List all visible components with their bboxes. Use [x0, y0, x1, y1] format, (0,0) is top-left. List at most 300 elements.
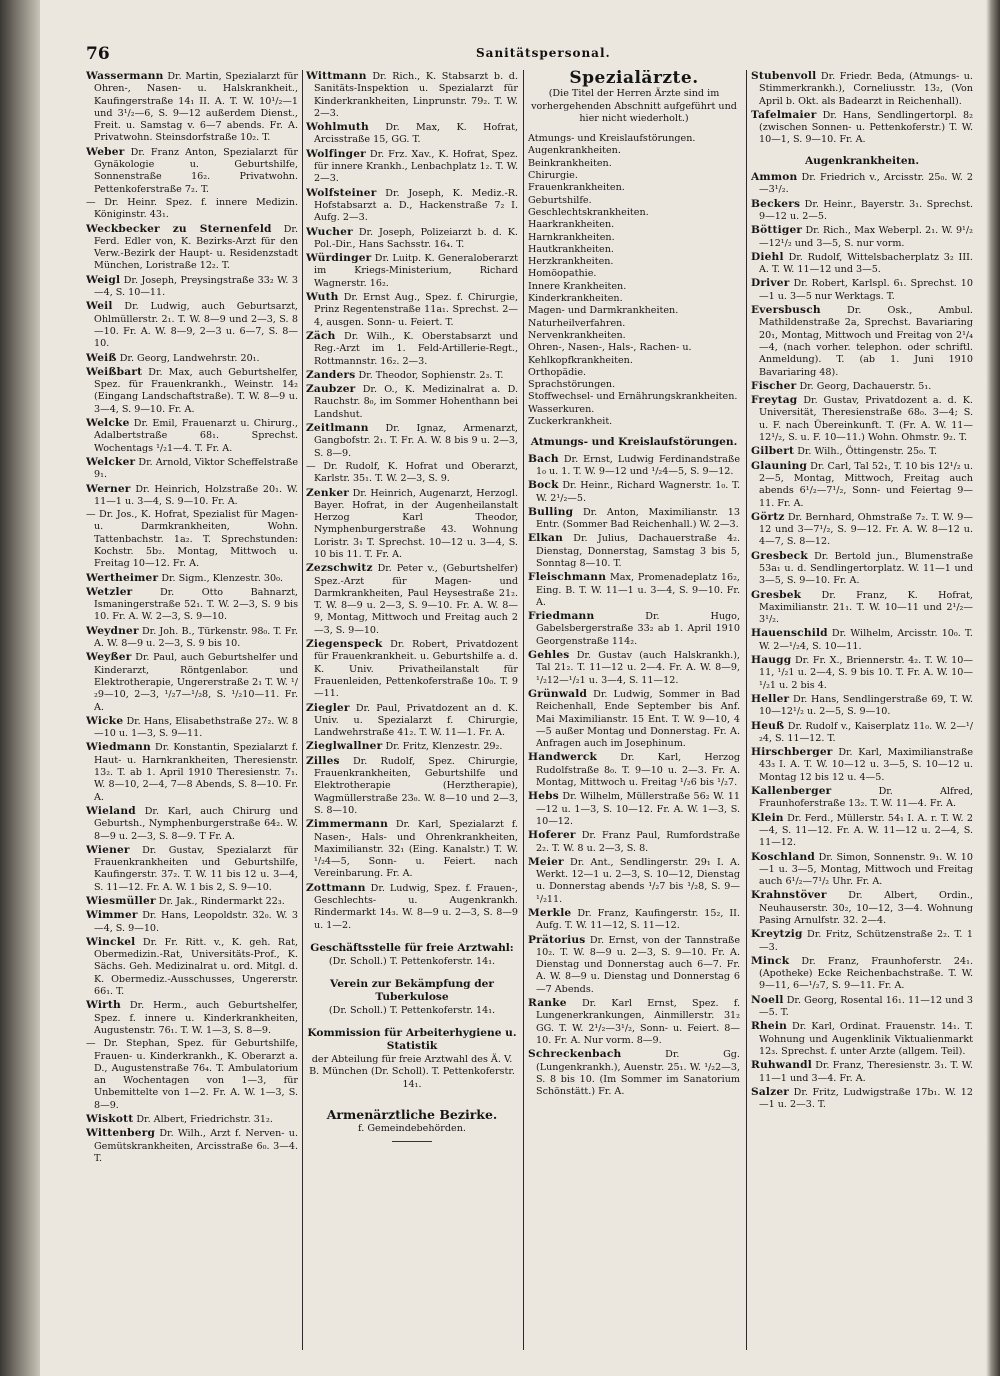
entry-name: Schreckenbach [528, 1048, 622, 1061]
entry-name: Zeitlmann [306, 422, 369, 435]
entry-text: Dr. Peter v., (Geburtshelfer) Spez.-Arzt für Magen- und Darmkrankheiten, Paul Heysestraße 21₂. T. W. 8—9 u. 2—3, S. 9—10. Fr. A. W. 8—9, Montag, Mittwoch und Freitag auch 2—3, S. 9—10. [314, 563, 518, 636]
entry-text: Dr. Ludwig, auch Geburtsarzt, Ohlmüllerstr. 2₁. T. W. 8—9 und 2—3, S. 8—10. Fr. A. W. 8—9, 2—3 u. 6—7, S. 8—10. [94, 301, 298, 350]
directory-entry [751, 109, 973, 147]
directory-entry [86, 352, 298, 365]
entry-name: Grünwald [528, 687, 588, 700]
directory-entry [306, 882, 518, 932]
entry-name: Ziegler [306, 701, 350, 714]
entry-name: Fischer [751, 379, 797, 392]
entry-text: Dr. Rudolf v., Kaiserplatz 11₀. W. 2—¹/₂4, S. 11—12. T. [759, 720, 973, 744]
entry-text: Dr. Carl, Tal 52₁, T. 10 bis 12¹/₂ u. 2—5, Montag, Mittwoch, Freitag auch abends 6¹/₂—7¹/₂, Sonn- und Feiertag 9—11. Fr. A. [759, 460, 973, 509]
column-4-entries [751, 171, 973, 1111]
directory-entry [86, 300, 298, 350]
directory-entry [751, 654, 973, 692]
entry-text: Dr. Paul, Privatdozent an d. K. Univ. u. Spezialarzt f. Chirurgie, Landwehrstraße 41₂. T. W. 11—1. Fr. A. [314, 702, 518, 739]
entry-name: Wertheimer [86, 571, 159, 584]
entry-name: Weigl [86, 273, 121, 286]
entry-text: Dr. Wilh., Arzt f. Nerven- u. Gemütskrankheiten, Arcisstraße 6₀. 3—4. T. [94, 1128, 298, 1164]
geschaeftsstelle-text: (Dr. Scholl.) T. Pettenkoferstr. 14₁. [328, 956, 496, 968]
entry-text: Dr. Heinrich, Holzstraße 20₁. W. 11—1 u. 3—4, S. 9—10. Fr. A. [94, 483, 298, 507]
entry-text: Dr. Gustav, Spezialarzt für Frauenkrankheiten und Geburtshilfe, Kaufingerstr. 37₂. T. W. 11 bis 12 u. 3—4, S. 11—12. Fr. A. W. 1 bis 2, S. 9—10. [94, 844, 298, 893]
entry-name: Görtz [751, 510, 785, 523]
directory-entry [306, 369, 518, 382]
entry-text: Dr. Wilhelm, Müllerstraße 56₂ W. 11—12 u. 1—3, S. 10—12. Fr. A. W. 1—3, S. 10—12. [536, 791, 740, 827]
entry-text: Dr. Franz, Fraunhoferstr. 24₁. (Apotheke) Ecke Reichenbachstraße. T. W. 9—11, 6—¹/₂7, S. 9—11. Fr. A. [759, 955, 973, 992]
directory-entry [751, 812, 973, 850]
entry-text: Dr. Karl, auch Chirurg und Geburtsh., Nymphenburgerstraße 64₂. W. 8—9 u. 2—3, S. 8—9. T Fr. A. [94, 805, 298, 842]
entry-name: Zieglwallner [306, 740, 383, 753]
entry-name: Fleischmann [528, 571, 607, 584]
entry-text: Dr. Max, auch Geburtshelfer, Spez. für Frauenkrankh., Weinstr. 14₂ (Eingang Landschaftstraße). T. W. 8—9 u. 3—4, S. 9—10. Fr. A. [94, 366, 298, 415]
running-title: Sanitätspersonal. [476, 46, 611, 60]
directory-entry [86, 366, 298, 416]
entry-text: Dr. Sigm., Klenzestr. 30₀. [161, 572, 283, 584]
entry-name: Heller [751, 692, 790, 705]
directory-entry [751, 785, 973, 811]
entry-text: Dr. Ernst Aug., Spez. f. Chirurgie, Prinz Regentenstraße 11a₁. Sprechst. 2—4, ausgen. Sonn- u. Feiert. T. [314, 292, 518, 328]
column-4 [751, 70, 973, 1360]
topic-item: Harnkrankheiten. [528, 231, 615, 243]
entry-text: Dr. Julius, Dachauerstraße 4₂. Dienstag, Donnerstag, Samstag 3 bis 5, Sonntag 8—10. T. [536, 533, 740, 569]
directory-entry [528, 649, 740, 687]
directory-entry [86, 625, 298, 651]
entry-name: Wieland [86, 804, 136, 817]
topic-item: Innere Krankheiten. [528, 280, 627, 292]
entry-name: Gilbert [751, 445, 795, 458]
entry-text: Dr. Ludwig, Spez. f. Frauen-, Geschlechts- u. Augenkrankh. Rindermarkt 14₃. W. 8—9 u. 2—3, S. 8—9 u. 1—2. [314, 882, 518, 931]
topic-item: Haarkrankheiten. [528, 219, 615, 231]
entry-name: Hebs [528, 790, 559, 803]
directory-entry [751, 460, 973, 510]
entry-text: Dr. Jak., Rindermarkt 22₃. [158, 896, 285, 907]
directory-entry [528, 1048, 740, 1098]
directory-entry [751, 693, 973, 719]
directory-entry [306, 330, 518, 368]
entry-text: Dr. Otto Bahnarzt, Ismaningerstraße 52₁. T. W. 2—3, S. 9 bis 10. Fr. A. W. 2—3, S. 9—10. [94, 586, 298, 623]
directory-entry [751, 70, 973, 108]
entry-text: Dr. Friedr. Beda, (Atmungs- u. Stimmerkrankh.), Corneliusstr. 13₂, (Von April b. Okt. als Badearzt in Reichenhall). [759, 71, 973, 107]
entry-name: Merkle [528, 907, 572, 919]
directory-entry [306, 226, 518, 252]
topic-item: Orthopädie. [528, 366, 587, 378]
topic-item: Naturheilverfahren. [528, 317, 626, 329]
entry-name: Noell [751, 993, 784, 1006]
entry-text: Dr. Hans, Elisabethstraße 27₂. W. 8—10 u. 1—3, S. 9—11. [94, 715, 298, 740]
entry-name: Würdinger [306, 252, 372, 265]
column-2 [306, 70, 518, 1360]
column-rule [523, 70, 524, 1350]
entry-text: Dr. Franz, Theresienstr. 3₁. T. W. 11—1 und 3—4. Fr. A. [759, 1060, 973, 1084]
armenaerztliche-title: Armenärztliche Bezirke. [326, 1106, 498, 1122]
directory-entry [528, 907, 740, 933]
directory-entry [306, 562, 518, 637]
topic-item: Frauenkrankheiten. [528, 182, 625, 194]
directory-entry [751, 380, 973, 393]
entry-name: Meier [528, 855, 564, 868]
entry-name: Weyßer [86, 651, 132, 664]
entry-text: Dr. Alfred, Fraunhoferstraße 13₂. T. W. 11—4. Fr. A. [759, 786, 973, 810]
entry-text: Dr. Fr. X., Briennerstr. 4₂. T. W. 10—11, ¹/₂1 u. 2—4, S. 9 bis 10. T. Fr. A. W. 10—¹/₂1 u. 2 bis 4. [759, 655, 973, 691]
verein-text: (Dr. Scholl.) T. Pettenkoferstr. 14₁. [328, 1005, 496, 1017]
entry-text: Dr. Rudolf, Spez. Chirurgie, Frauenkrankheiten, Geburtshilfe und Elektrotherapie (Herztherapie), Wagmüllerstraße 23₀. W. 8—10 und 2—3, S. 8—10. [314, 755, 518, 816]
verein-title: Verein zur Bekämpfung der Tuberkulose [329, 978, 494, 1003]
geschaeftsstelle-title: Geschäftsstelle für freie Arztwahl: [310, 941, 514, 954]
directory-entry [528, 751, 740, 789]
entry-text: Dr. Frz. Xav., K. Hofrat, Spez. für innere Krankh., Lenbachplatz 1₂. T. W. 2—3. [314, 148, 518, 185]
directory-entry [306, 740, 518, 753]
kommission-text: der Abteilung für freie Arztwahl des Ä. V. B. München (Dr. Scholl). T. Pettenkoferstr. 14₁. [309, 1053, 515, 1090]
entry-text: Dr. Joseph, K. Mediz.-R. Hofstabsarzt a. D., Hackenstraße 7₂ I. Aufg. 2—3. [314, 187, 518, 224]
topic-item: Atmungs- und Kreislaufstörungen. [528, 133, 696, 145]
entry-text: Dr. Friedrich v., Arcisstr. 25₀. W. 2—3¹/₂. [759, 172, 973, 196]
directory-entry [86, 509, 298, 570]
directory-entry [751, 851, 973, 889]
directory-entry [528, 688, 740, 750]
entry-name: Wuth [306, 291, 339, 304]
topic-item: Geburtshilfe. [528, 194, 592, 206]
directory-entry [751, 277, 973, 303]
section-note: (Die Titel der Herren Ärzte sind im vorhergehenden Abschnitt aufgeführt und hier nicht wiederholt.) [531, 88, 737, 124]
entry-name: Kallenberger [751, 785, 832, 798]
directory-entry [86, 483, 298, 509]
entry-text: Dr. Joseph, Preysingstraße 33₂ W. 3—4, S. 10—11. [94, 274, 298, 299]
entry-name: Wimmer [86, 909, 138, 922]
entry-text: Dr. Fritz, Klenzestr. 29₂. [385, 741, 503, 753]
entry-name: Kreytzig [751, 928, 803, 941]
entry-name: Welcke [86, 417, 130, 430]
entry-text: Dr. Ignaz, Armenarzt, Gangbofstr. 2₁. T. Fr. A. W. 8 bis 9 u. 2—3, S. 8—9. [314, 423, 518, 459]
entry-name: Weiß [86, 351, 117, 364]
entry-name: Diehl [751, 250, 784, 263]
entry-name: Wucher [306, 225, 353, 238]
entry-text: Dr. Albert, Friedrichstr. 31₂. [136, 1114, 273, 1126]
directory-entry [528, 856, 740, 906]
entry-name: Zaubzer [306, 383, 356, 396]
entry-text: Dr. Albert, Ordin., Neuhauserstr. 30₂, 10—12, 3—4. Wohnung Pasing Arnulfstr. 32. 2—4. [759, 890, 973, 926]
entry-text: Dr. Anton, Maximilianstr. 13 Entr. (Sommer Bad Reichenhall.) W. 2—3. [536, 506, 740, 531]
entry-text: Dr. Fritz, Ludwigstraße 17b₁. W. 12—1 u. 2—3. T. [759, 1086, 973, 1111]
directory-entry [528, 453, 740, 479]
entry-name: Zanders [306, 368, 356, 381]
directory-entry [751, 889, 973, 927]
entry-name: Hirschberger [751, 746, 833, 759]
entry-name: Handwerck [528, 751, 598, 764]
page-header [86, 44, 970, 66]
entry-name: Hauenschild [751, 627, 828, 640]
entry-name: Wirth [86, 999, 121, 1012]
entry-text: Dr. Hans, Sendlingertorpl. 8₂ (zwischen Sonnen- u. Pettenkoferstr.) T. W. 10—1, S. 9—10. Fr. A. [759, 109, 973, 146]
entry-name: Freytag [751, 394, 798, 407]
topic-item: Homöopathie. [528, 268, 597, 280]
topic-list [528, 133, 740, 428]
directory-entry [306, 702, 518, 740]
directory-entry [86, 146, 298, 196]
entry-text: Dr. Bernhard, Ohmstraße 7₂. T. W. 9—12 und 3—7¹/₂, S. 9—12. Fr. A. W. 8—12 u. 4—7, S. 8—12. [759, 511, 973, 548]
directory-entry [306, 638, 518, 700]
entry-text: Dr. O., K. Medizinalrat a. D. Rauchstr. 8₀, im Sommer Hohenthann bei Landshut. [314, 384, 518, 420]
section-title: Spezialärzte. [569, 70, 699, 88]
directory-entry [528, 571, 740, 609]
entry-name: Zäch [306, 329, 336, 342]
entry-name: Ranke [528, 997, 567, 1010]
directory-entry [306, 461, 518, 486]
entry-text: Dr. Rich., Max Weberpl. 2₁. W. 9¹/₂—12¹/₂ und 3—5, S. nur vorm. [759, 225, 973, 249]
entry-text: Dr. Ferd., Müllerstr. 54₁ I. A. r. T. W. 2—4, S. 11—12. Fr. A. W. 11—12 u. 2—4, S. 11—12. [759, 812, 973, 849]
entry-name: Heuß [751, 719, 785, 732]
entry-text: Dr. Theodor, Sophienstr. 2₃. T. [358, 369, 504, 381]
entry-name: Ruhwandl [751, 1059, 812, 1072]
entry-name: Wassermann [86, 70, 164, 82]
entry-name: Hoferer [528, 829, 576, 842]
entry-text: Dr. Fritz, Schützenstraße 2₂. T. 1—3. [759, 929, 973, 953]
column-2-entries [306, 70, 518, 932]
entry-name: Krahnstöver [751, 889, 827, 902]
topic-item: Magen- und Darmkrankheiten. [528, 305, 679, 317]
topic-item: Kinderkrankheiten. [528, 293, 623, 305]
entry-name: Böttiger [751, 224, 803, 237]
entry-name: Wolfsteiner [306, 186, 377, 199]
entry-name: Glauning [751, 459, 808, 472]
entry-name: Weckbecker zu Sternenfeld [86, 222, 272, 235]
topic-item: Chirurgie. [528, 170, 578, 182]
entry-text: Dr. Franz Anton, Spezialarzt für Gynäkologie u. Geburtshilfe, Sonnenstraße 16₂. Privatwohn. Pettenkoferstraße 7₂. T. [94, 146, 298, 195]
directory-entry [751, 1059, 973, 1085]
directory-entry [751, 627, 973, 653]
directory-entry [751, 224, 973, 250]
entry-text: Dr. Wilh., K. Oberstabsarzt und Reg.-Arzt im 1. Feld-Artillerie-Regt., Rottmannstr. 16₂. 2—3. [314, 330, 518, 367]
directory-entry [528, 934, 740, 996]
directory-entry [86, 586, 298, 624]
entry-text: Dr. Joseph, Polizeiarzt b. d. K. Pol.-Dir., Hans Sachsstr. 16₄. T. [314, 226, 518, 250]
directory-entry [751, 1020, 973, 1058]
entry-text: Dr. Gustav, Privatdozent a. d. K. Universität, Theresienstraße 68₀. 3—4; S. u. F. nach Übereinkunft. T. (Fr. A. W. 11—12¹/₂, S. u. F. 10—11.) Wohn. Ohmstr. 9₂. T. [759, 395, 973, 444]
directory-entry [86, 572, 298, 585]
entry-name: Wittmann [306, 70, 367, 82]
entry-text: Dr. Hugo, Gabelsbergerstraße 33₂ ab 1. April 1910 Georgenstraße 114₂. [536, 611, 740, 647]
directory-entry [86, 844, 298, 894]
entry-name: Winckel [86, 935, 136, 948]
entry-name: Wittenberg [86, 1127, 156, 1140]
page-gutter-left [0, 0, 40, 1376]
entry-text: Dr. Franz Paul, Rumfordstraße 2₂. T. W. 8 u. 2—3, S. 8. [536, 830, 740, 854]
entry-text: Dr. Georg, Rosental 16₁. 11—12 und 3—5. T. [759, 994, 973, 1019]
entry-text: Dr. Franz, Kaufingerstr. 15₂, II. Aufg. T. W. 11—12, S. 11—12. [536, 908, 740, 932]
entry-name: Werner [86, 482, 131, 495]
sub-heading-augen: Augenkrankheiten. [804, 154, 920, 167]
column-3 [528, 70, 740, 1360]
entry-text: Dr. Max, K. Hofrat, Arcisstraße 15, GG. T. [314, 122, 518, 146]
directory-entry [86, 895, 298, 908]
entry-name: Haugg [751, 654, 792, 667]
directory-entry [528, 479, 740, 505]
directory-entry [751, 394, 973, 444]
topic-item: Augenkrankheiten. [528, 145, 621, 157]
topic-item: Sprachstörungen. [528, 379, 616, 391]
entry-text: Dr. Robert, Karlspl. 6₁. Sprechst. 10—1 u. 3—5 nur Werktags. T. [759, 278, 973, 302]
entry-text: Dr. Joh. B., Türkenstr. 98₀. T. Fr. A. W. 8—9 u. 2—3, S. 9 bis 10. [94, 625, 298, 650]
topic-item: Zuckerkrankheit. [528, 416, 613, 428]
directory-entry [528, 997, 740, 1047]
entry-text: Dr. Ernst, Ludwig Ferdinandstraße 1₀ u. 1. T. W. 9—12 und ¹/₂4—5, S. 9—12. [536, 453, 740, 477]
directory-entry [751, 720, 973, 746]
entry-name: Zezschwitz [306, 562, 373, 575]
entry-name: Tafelmaier [751, 108, 817, 121]
entry-text: Dr. Wilhelm, Arcisstr. 10₀. T. W. 2—¹/₂4, S. 10—11. [759, 628, 973, 652]
entry-name: Wiskott [86, 1113, 134, 1126]
entry-name: Weber [86, 145, 125, 158]
entry-text: Dr. Ferd. Edler von, K. Bezirks-Arzt für den Verw.-Bezirk der Haupt- u. Residenzstadt München, Loristraße 12₂. T. [94, 223, 298, 272]
directory-entry [86, 909, 298, 935]
entry-text: Dr. Luitp. K. Generaloberarzt im Kriegs-Ministerium, Richard Wagnerstr. 16₂. [314, 253, 518, 289]
entry-text: Dr. Herm., auch Geburtshelfer, Spez. f. innere u. Kinderkrankheiten, Augustenstr. 76₁. T. W. 1—3, S. 8—9. [94, 1000, 298, 1036]
topic-item: Stoffwechsel- und Ernährungskrankheiten. [528, 391, 738, 403]
entry-name: Eversbusch [751, 304, 821, 317]
entry-name: Weißbart [86, 365, 143, 378]
entry-name: Zenker [306, 486, 350, 499]
directory-entry [86, 223, 298, 273]
topic-item: Herzkrankheiten. [528, 256, 614, 268]
column-4-top-entries [751, 70, 973, 147]
entry-name: Friedmann [528, 610, 595, 623]
entry-name: Wolfinger [306, 147, 366, 160]
entry-text: Dr. Paul, auch Geburtshelfer und Kinderarzt, Röntgenlabor. und Elektrotherapie, Ungererstraße 2₁ T. W. ¹/₂9—10, 2—3, ¹/₂7—¹/₂8, S. ¹/₂10—11. Fr. A. [94, 652, 298, 713]
entry-text: Dr. Rudolf, Wittelsbacherplatz 3₂ III. A. T. W. 11—12 und 3—5. [759, 251, 973, 276]
directory-entry [86, 805, 298, 843]
entry-text: — Dr. Rudolf, K. Hofrat und Oberarzt, Karlstr. 35₁. T. W. 2—3, S. 9. [306, 460, 518, 485]
entry-text: Dr. Karl Ernst, Spez. f. Lungenerkrankungen, Ainmillerstr. 31₂ GG. T. W. 2¹/₂—3¹/₂, Sonn- u. Feiert. 8—10. Fr. A. Nur vorm. 8—9. [536, 998, 740, 1046]
directory-entry [86, 936, 298, 998]
directory-entry [306, 70, 518, 120]
directory-entry [751, 928, 973, 954]
entry-text: Dr. Martin, Spezialarzt für Ohren-, Nasen- u. Halskrankheit., Kaufingerstraße 14₁ II. A. T. W. 10¹/₂—1 und 3¹/₂—6, S. 9—12 außerdem Dienst., Freit. u. Samstag v. 6—7 abends. Fr. A. Privatwohn. Steinsdorfstraße 10₂. T. [94, 71, 298, 144]
directory-entry [528, 610, 740, 648]
entry-text: Dr. Franz, K. Hofrat, Maximilianstr. 21₁. T. W. 10—11 und 2¹/₂—3¹/₂. [759, 589, 973, 626]
directory-entry [751, 198, 973, 224]
column-3-entries [528, 453, 740, 1099]
entry-name: Wiener [86, 843, 130, 856]
kommission-title: Kommission für Arbeiterhygiene u. Statistik [307, 1027, 517, 1052]
entry-name: Bulling [528, 505, 574, 518]
directory-entry [751, 589, 973, 627]
directory-entry [751, 304, 973, 379]
entry-name: Minck [751, 954, 790, 967]
entry-text: Dr. Karl, Maximilianstraße 43₃ I. A. T. W. 10—12 u. 3—5, S. 10—12 u. Montag 12 bis 12 u. 4—5. [759, 747, 973, 783]
entry-text: Dr. Robert, Privatdozent für Frauenkrankheit. u. Geburtshilfe a. d. K. Univ. Privatheilanstalt für Frauenleiden, Pettenkoferstraße 10₀. T. 9—11. [314, 639, 518, 700]
entry-text: Dr. Wilh., Öttingenstr. 25₀. T. [797, 446, 938, 458]
directory-entry [751, 994, 973, 1020]
page-number: 76 [86, 44, 110, 64]
directory-entry [86, 417, 298, 455]
entry-name: Wohlmuth [306, 121, 369, 134]
directory-entry [528, 829, 740, 855]
directory-entry [528, 790, 740, 828]
directory-entry [86, 1127, 298, 1165]
directory-entry [751, 171, 973, 197]
entry-text: Dr. Ernst, von der Tannstraße 10₂. T. W. 8—9 u. 2—3, S. 9—10. Fr. A. Dienstag und Donnerstag auch 6—7. Fr. A. W. 8—9 u. Dienstag und Donnerstag 6—7 Abends. [536, 934, 740, 995]
directory-entry [306, 755, 518, 817]
entry-name: Wiedmann [86, 741, 151, 754]
entry-text: — Dr. Jos., K. Hofrat, Spezialist für Magen- u. Darmkrankheiten, Wohn. Tattenbachstr. 1a₂. T. Sprechstunden: Kochstr. 5b₂. Montag, Mittwoch u. Freitag 10—12. Fr. A. [86, 509, 298, 570]
directory-entry [86, 1038, 298, 1112]
entry-name: Gresbek [751, 588, 802, 601]
directory-entry [306, 422, 518, 460]
entry-text: Dr. Gg. (Lungenkrankh.), Auenstr. 25₁. W. ¹/₂2—3, S. 8 bis 10. (Im Sommer im Sanatorium Schönstätt.) Fr. A. [536, 1049, 740, 1098]
directory-entry [528, 506, 740, 532]
directory-entry [306, 187, 518, 225]
entry-name: Koschland [751, 850, 815, 863]
directory-entry [86, 456, 298, 482]
column-rule [746, 70, 747, 1350]
topic-item: Wasserkuren. [528, 403, 595, 415]
entry-name: Elkan [528, 532, 564, 545]
entry-text: Dr. Heinr., Bayerstr. 3₁. Sprechst. 9—12 u. 2—5. [759, 198, 973, 222]
entry-text: Dr. Heinr., Richard Wagnerstr. 1₀. T. W. 2¹/₂—5. [536, 480, 740, 504]
sub-heading: Atmungs- und Kreislaufstörungen. [530, 436, 738, 449]
entry-name: Rhein [751, 1020, 787, 1033]
directory-entry [306, 148, 518, 186]
topic-item: Nervenkrankheiten. [528, 329, 626, 341]
directory-entry [528, 532, 740, 570]
entry-name: Ziegenspeck [306, 638, 383, 651]
entry-text: Dr. Heinrich, Augenarzt, Herzogl. Bayer. Hofrat, in der Augenheilanstalt Herzog Karl Theodor, Nymphenburgerstraße 43. Wohnung Loristr. 3₁ T. Sprechst. 10—12 u. 3—4, S. 10 bis 11. T. Fr. A. [314, 487, 518, 560]
entry-text: Dr. Emil, Frauenarzt u. Chirurg., Adalbertstraße 68₁. Sprechst. Wochentags ¹/₂1—4. T. Fr. A. [94, 418, 298, 454]
entry-text: Dr. Ant., Sendlingerstr. 29₁ I. A. Werkt. 12—1 u. 2—3, S. 10—12, Dienstag u. Donnerstag abends ¹/₂7 bis ¹/₂8, S. 9—¹/₂11. [536, 856, 740, 905]
topic-item: Geschlechtskrankheiten. [528, 206, 649, 218]
entry-text: Dr. Konstantin, Spezialarzt f. Haut- u. Harnkrankheiten, Theresienstr. 13₂. T. ab 1. April 1910 Theresienstr. 7₁. W. 8—10, 2—4, 7—8 Abends, S. 8—10. Fr. A. [94, 742, 298, 803]
entry-name: Beckers [751, 197, 801, 210]
entry-name: Bock [528, 479, 559, 492]
directory-entry [751, 1086, 973, 1112]
entry-name: Stubenvoll [751, 70, 817, 82]
directory-entry [306, 818, 518, 880]
entry-text: Max, Promenadeplatz 16₂, Eing. B. T. W. 11—1 u. 3—4, S. 9—10. Fr. A. [536, 572, 740, 608]
directory-entry [86, 715, 298, 741]
entry-text: Dr. Osk., Ambul. Mathildenstraße 2a, Sprechst. Bavariaring 20₁, Montag, Mittwoch und Freitag von 2¹/₄—4, (nach vorher. telephon. oder schriftl. Anmeldung). T. (ab 1. Juni 1910 Bavariaring 48). [759, 305, 973, 378]
topic-item: Beinkrankheiten. [528, 157, 612, 169]
entry-text: Dr. Georg, Dachauerstr. 5₁. [799, 380, 932, 392]
entry-name: Gresbeck [751, 549, 808, 562]
entry-name: Gehles [528, 649, 570, 662]
entry-name: Prätorius [528, 933, 586, 946]
directory-entry [86, 274, 298, 300]
entry-text: Dr. Arnold, Viktor Scheffelstraße 9₁. [94, 456, 298, 481]
directory-entry [751, 445, 973, 458]
entry-text: — Dr. Stephan, Spez. für Geburtshilfe, Frauen- u. Kinderkrankh., K. Oberarzt a. D., Augustenstraße 76₄. T. Ambulatorium an Wochentagen von 1—3, für Unbemittelte von 1—2. Fr. A. W. 1—3, S. 8—9. [86, 1038, 298, 1111]
entry-text: Dr. Karl, Herzog Rudolfstraße 8₀. T. 9—10 u. 2—3. Fr. A. Montag, Mittwoch u. Freitag ¹/₂6 bis ¹/₂7. [536, 752, 740, 789]
entry-text: Dr. Fr. Ritt. v., K. geh. Rat, Obermedizin.-Rat, Universitäts-Prof., K. Sächs. Geh. Medizinalrat u. ord. Mitgl. d. K. Obermediz.-Ausschusses, Ungererstr. 66₁. T. [94, 936, 298, 998]
entry-text: Dr. Ludwig, Sommer in Bad Reichenhall, Ende September bis Anf. Mai Maximilianstr. 15 Ent. T. W. 9—10, 4—5 außer Montag und Donnerstag. Fr. A. Anfragen auch im Josephinum. [536, 688, 740, 750]
directory-entry [86, 70, 298, 145]
entry-text: Dr. Karl, Ordinat. Frauenstr. 14₁. T. Wohnung und Augenklinik Viktualienmarkt 12₃. Sprechst. f. unter Arzte (allgem. Teil). [759, 1021, 973, 1057]
entry-name: Zottmann [306, 881, 366, 894]
entry-name: Weydner [86, 624, 139, 637]
directory-entry [306, 383, 518, 421]
directory-entry [751, 251, 973, 277]
entry-name: Wetzler [86, 585, 133, 598]
entry-name: Bach [528, 452, 559, 465]
directory-entry [751, 746, 973, 784]
directory-entry [86, 651, 298, 713]
topic-item: Ohren-, Nasen-, Hals-, Rachen- u. Kehlkopfkrankheiten. [528, 342, 692, 366]
entry-name: Driver [751, 277, 790, 290]
directory-entry [751, 955, 973, 993]
entry-text: Dr. Georg, Landwehrstr. 20₁. [119, 352, 260, 364]
directory-entry [306, 291, 518, 329]
directory-entry [86, 999, 298, 1037]
entry-name: Welcker [86, 455, 136, 468]
entry-text: Dr. Karl, Spezialarzt f. Nasen-, Hals- und Ohrenkrankheiten, Maximilianstr. 32₁ (Eing. Kanalstr.) T. W. ¹/₂4—5, Sonn- u. Feiert. nach Vereinbarung. Fr. A. [314, 819, 518, 880]
directory-entry [751, 511, 973, 549]
